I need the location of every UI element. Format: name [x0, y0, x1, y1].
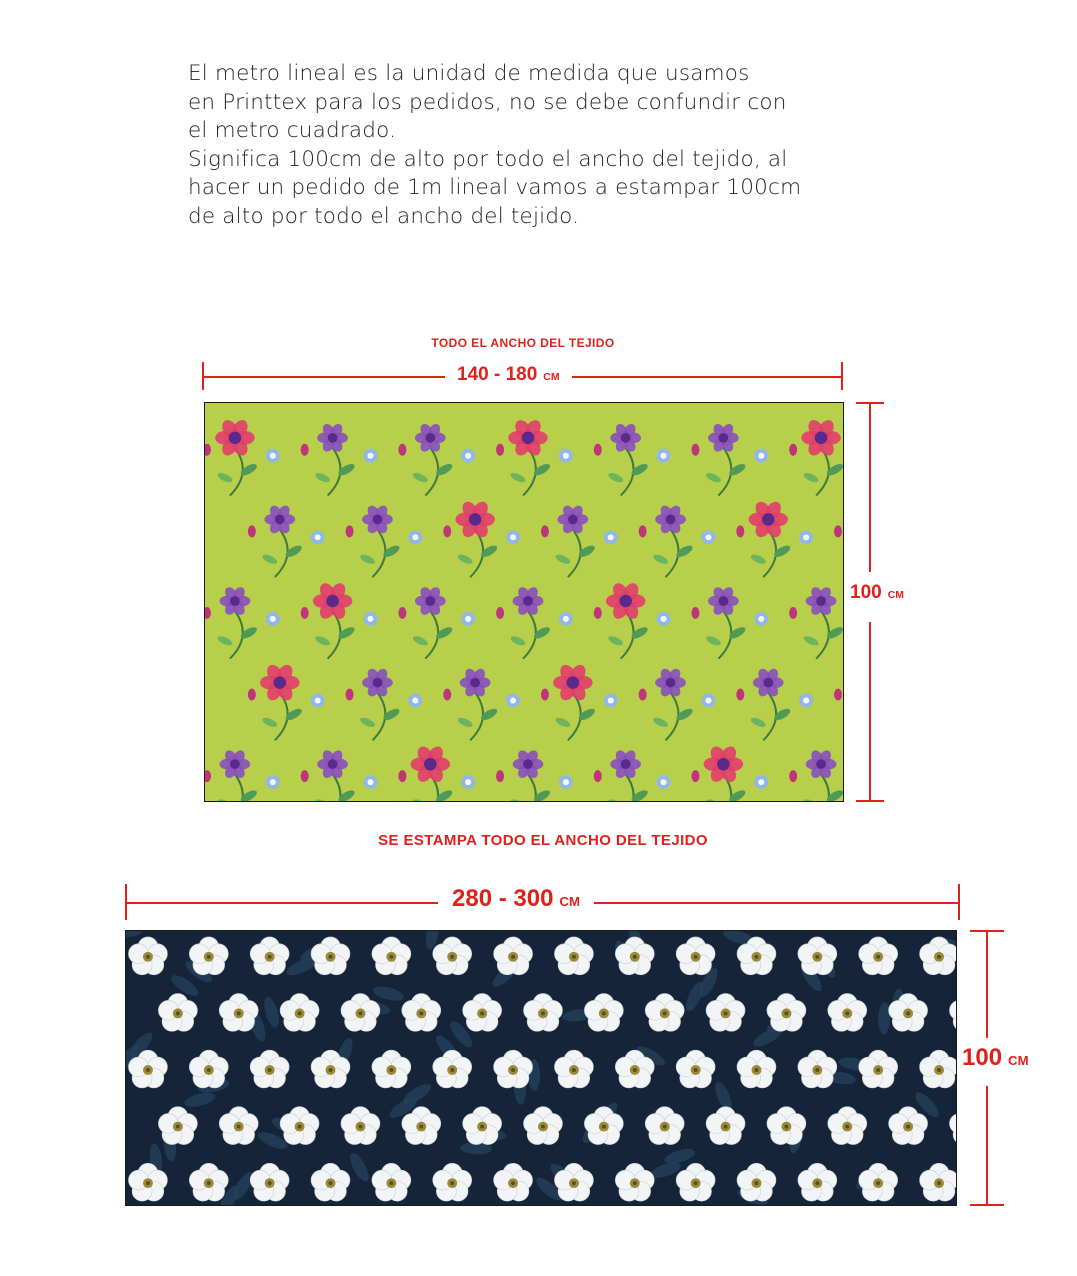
intro-line: de alto por todo el ancho del tejido.	[188, 203, 580, 229]
fabric-swatch-white-flowers	[125, 930, 957, 1206]
width-value: 140 - 180	[457, 364, 538, 385]
diagram1-caption: TODO EL ANCHO DEL TEJIDO	[431, 336, 615, 350]
width-dimension-label	[445, 364, 572, 386]
height-dimension-line-top	[986, 930, 988, 1038]
fabric-swatch-floral	[204, 402, 844, 802]
intro-line: el metro cuadrado.	[188, 118, 397, 144]
floral-pattern	[205, 403, 843, 801]
height-dimension-label	[850, 582, 904, 604]
height-dimension-line-bottom	[869, 622, 871, 802]
height-value: 100	[962, 1044, 1003, 1071]
white-flower-pattern	[126, 931, 956, 1205]
intro-line: en Printtex para los pedidos, no se debe confundir con	[188, 89, 787, 115]
height-unit: CM	[887, 590, 904, 601]
height-dimension-label	[962, 1044, 1029, 1072]
diagram2-caption: SE ESTAMPA TODO EL ANCHO DEL TEJIDO	[378, 832, 708, 849]
height-dimension-line-bottom	[986, 1086, 988, 1206]
width-value: 280 - 300	[452, 885, 554, 912]
width-unit: CM	[559, 894, 580, 909]
intro-line: Significa 100cm de alto por todo el ancho del tejido, al	[188, 146, 788, 172]
intro-line: El metro lineal es la unidad de medida que usamos	[188, 61, 750, 86]
intro-text	[188, 60, 908, 232]
height-value: 100	[850, 582, 882, 603]
height-dimension-line-top	[869, 402, 871, 572]
width-unit: CM	[543, 372, 560, 383]
height-unit: CM	[1008, 1053, 1029, 1068]
width-dimension-label	[438, 885, 594, 913]
intro-line: hacer un pedido de 1m lineal vamos a estampar 100cm	[188, 175, 802, 201]
